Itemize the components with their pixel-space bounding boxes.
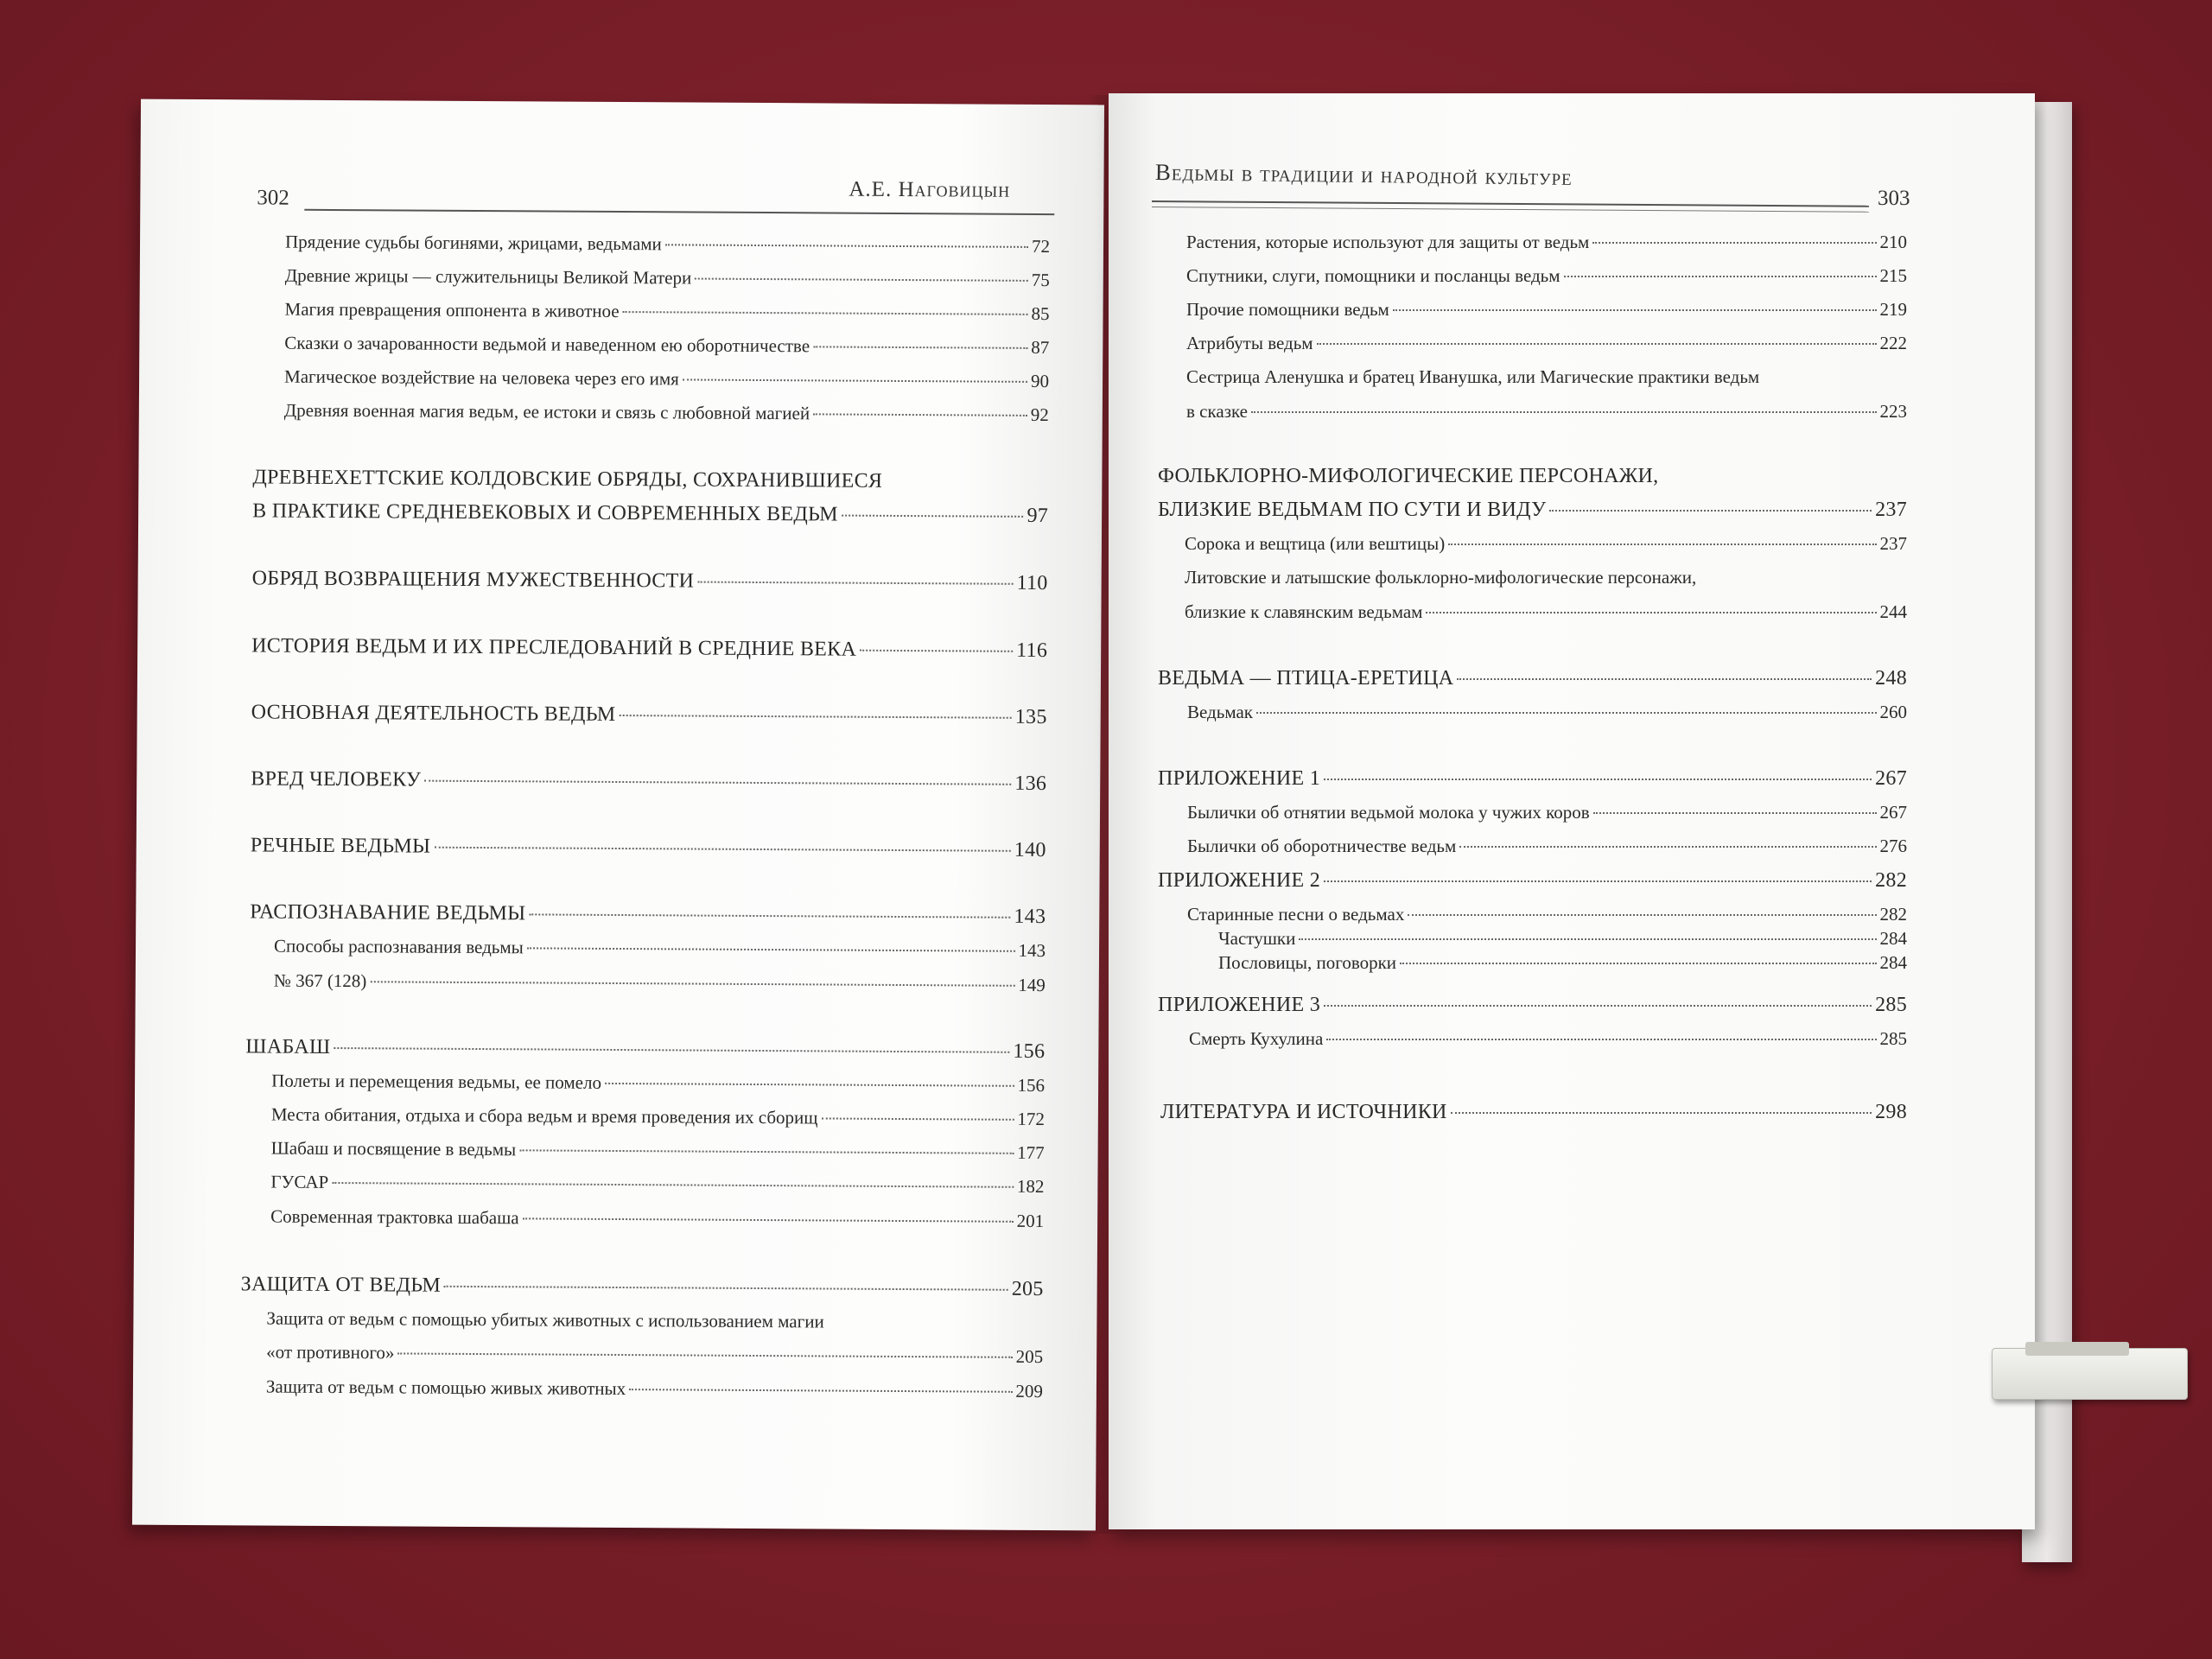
toc-entry: ЗАЩИТА ОТ ВЕДЬМ 205 bbox=[240, 1273, 1044, 1301]
toc-entry: В ПРАКТИКЕ СРЕДНЕВЕКОВЫХ И СОВРЕМЕННЫХ ВЕДЬМ 97 bbox=[252, 499, 1049, 528]
left-page-number: 302 bbox=[257, 186, 289, 210]
toc-entry: Места обитания, отдыха и сбора ведьм и время проведения их сборищ 172 bbox=[270, 1103, 1045, 1130]
toc-entry: РЕЧНЫЕ ВЕДЬМЫ 140 bbox=[250, 834, 1046, 862]
toc-entry: Старинные песни о ведьмах 282 bbox=[1187, 904, 1907, 925]
left-header-rule bbox=[304, 209, 1054, 215]
toc-entry: Былички об оборотничестве ведьм 276 bbox=[1187, 836, 1907, 856]
toc-entry: Магия превращения оппонента в животное 85 bbox=[284, 298, 1050, 325]
toc-entry: ШАБАШ 156 bbox=[245, 1035, 1046, 1064]
toc-entry: Прядение судьбы богинями, жрицами, ведьмами 72 bbox=[284, 231, 1051, 257]
toc-entry: Былички об отнятии ведьмой молока у чужих коров 267 bbox=[1187, 802, 1907, 823]
toc-entry: Способы распознавания ведьмы 143 bbox=[273, 935, 1046, 962]
toc-entry: ГУСАР 182 bbox=[270, 1171, 1045, 1198]
toc-entry-line: Защита от ведьм с помощью убитых животных с использованием магии bbox=[266, 1307, 824, 1332]
left-page bbox=[132, 99, 1104, 1531]
toc-entry: ПРИЛОЖЕНИЕ 1 267 bbox=[1158, 767, 1907, 790]
right-page bbox=[1109, 93, 2035, 1529]
toc-entry: Атрибуты ведьм 222 bbox=[1186, 333, 1907, 353]
toc-entry: Спутники, слуги, помощники и посланцы ведьм 215 bbox=[1186, 265, 1907, 286]
toc-entry: ВРЕД ЧЕЛОВЕКУ 136 bbox=[251, 767, 1047, 796]
toc-entry: Частушки 284 bbox=[1218, 928, 1907, 949]
toc-entry: РАСПОЗНАВАНИЕ ВЕДЬМЫ 143 bbox=[250, 900, 1046, 929]
toc-entry: Современная трактовка шабаша 201 bbox=[270, 1205, 1045, 1232]
toc-entry: «от противного» 205 bbox=[266, 1341, 1044, 1368]
toc-section-heading: ФОЛЬКЛОРНО-МИФОЛОГИЧЕСКИЕ ПЕРСОНАЖИ, bbox=[1158, 465, 1659, 487]
toc-entry: Древние жрицы — служительницы Великой Матери 75 bbox=[284, 264, 1050, 291]
toc-entry: Защита от ведьм с помощью живых животных 209 bbox=[265, 1376, 1044, 1402]
toc-entry: Полеты и перемещения ведьмы, ее помело 156 bbox=[271, 1070, 1046, 1096]
toc-entry: ВЕДЬМА — ПТИЦА-ЕРЕТИЦА 248 bbox=[1158, 667, 1907, 690]
toc-entry: в сказке 223 bbox=[1186, 401, 1907, 422]
toc-entry: Смерть Кухулина 285 bbox=[1189, 1028, 1907, 1049]
toc-entry: ОБРЯД ВОЗВРАЩЕНИЯ МУЖЕСТВЕННОСТИ 110 bbox=[251, 567, 1048, 595]
toc-entry: Древняя военная магия ведьм, ее истоки и связь с любовной магией 92 bbox=[283, 399, 1049, 426]
toc-entry: № 367 (128) 149 bbox=[273, 969, 1046, 996]
toc-entry: Магическое воздействие на человека через его имя 90 bbox=[284, 365, 1050, 392]
binder-clip bbox=[1992, 1348, 2188, 1400]
toc-entry-line: Сестрица Аленушка и братец Иванушка, или Магические практики ведьм bbox=[1186, 366, 1760, 387]
toc-entry: ЛИТЕРАТУРА И ИСТОЧНИКИ 298 bbox=[1160, 1101, 1907, 1123]
right-running-header: Ведьмы в традиции и народной культуре bbox=[1154, 159, 1573, 190]
toc-entry: Шабаш и посвящение в ведьмы 177 bbox=[270, 1137, 1045, 1164]
right-page-number: 303 bbox=[1878, 187, 1910, 210]
toc-section-heading: ДРЕВНЕХЕТТСКИЕ КОЛДОВСКИЕ ОБРЯДЫ, СОХРАНИВШИЕСЯ bbox=[252, 466, 883, 493]
toc-entry: близкие к славянским ведьмам 244 bbox=[1185, 601, 1907, 622]
toc-entry: ОСНОВНАЯ ДЕЯТЕЛЬНОСТЬ ВЕДЬМ 135 bbox=[251, 701, 1047, 729]
toc-entry: ИСТОРИЯ ВЕДЬМ И ИХ ПРЕСЛЕДОВАНИЙ В СРЕДНИЕ ВЕКА 116 bbox=[251, 634, 1048, 663]
toc-entry: ПРИЛОЖЕНИЕ 3 285 bbox=[1158, 994, 1907, 1016]
right-header-rule bbox=[1152, 200, 1869, 207]
toc-entry: Сорока и вещтица (или вештицы) 237 bbox=[1185, 533, 1907, 554]
toc-entry: Растения, которые используют для защиты от ведьм 210 bbox=[1186, 232, 1907, 252]
left-running-header: А.Е. Наговицын bbox=[849, 177, 1011, 202]
right-header-rule-thin bbox=[1152, 207, 1869, 213]
toc-entry-line: Литовские и латышские фольклорно-мифологические персонажи, bbox=[1185, 567, 1697, 588]
toc-entry: БЛИЗКИЕ ВЕДЬМАМ ПО СУТИ И ВИДУ 237 bbox=[1158, 499, 1907, 521]
toc-entry: Ведьмак 260 bbox=[1187, 702, 1907, 722]
toc-entry: Пословицы, поговорки 284 bbox=[1218, 952, 1907, 973]
toc-entry: Сказки о зачарованности ведьмой и наведенном ею оборотничестве 87 bbox=[284, 332, 1050, 359]
toc-entry: ПРИЛОЖЕНИЕ 2 282 bbox=[1158, 869, 1907, 892]
toc-entry: Прочие помощники ведьм 219 bbox=[1186, 299, 1907, 320]
